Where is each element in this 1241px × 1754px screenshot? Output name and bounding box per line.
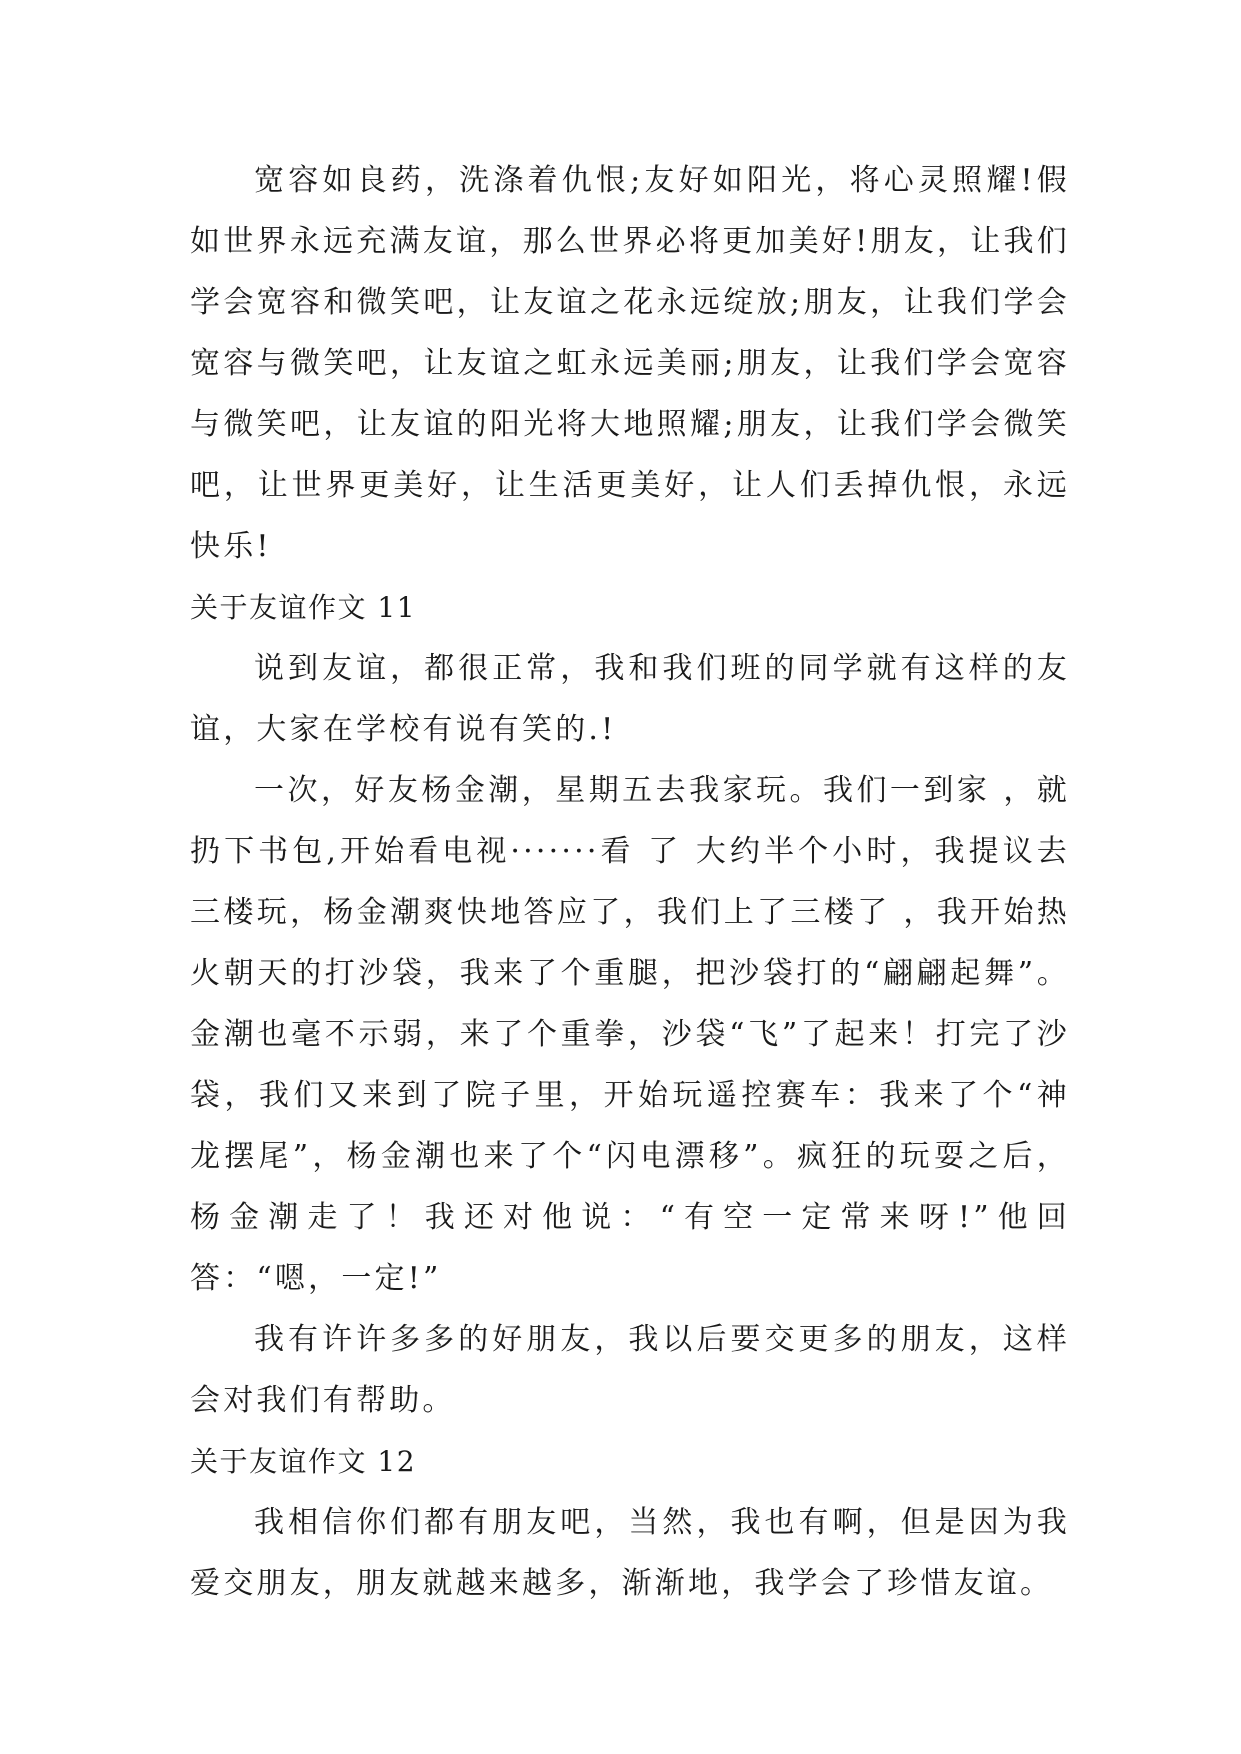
paragraph: 宽容如良药，洗涤着仇恨;友好如阳光，将心灵照耀!假如世界永远充满友谊，那么世界必将更加美好!朋友，让我们学会宽容和微笑吧，让友谊之花永远绽放;朋友，让我们学会宽容与微笑吧，让友谊之虹永远美丽;朋友，让我们学会宽容与微笑吧，让友谊的阳光将大地照耀;朋友，让我们学会微笑吧，让世界更美好，让生活更美好，让人们丢掉仇恨，永远快乐!: [190, 163, 1070, 564]
paragraph: 我相信你们都有朋友吧，当然，我也有啊，但是因为我爱交朋友，朋友就越来越多，渐渐地，我学会了珍惜友谊。: [190, 1505, 1070, 1601]
essay-section-12: [190, 1431, 1070, 1614]
essay-section-10-ending: [190, 150, 1070, 577]
essay-section-11: [190, 577, 1070, 1431]
paragraph: 我有许许多多的好朋友，我以后要交更多的朋友，这样会对我们有帮助。: [190, 1322, 1070, 1418]
paragraph: 说到友谊，都很正常，我和我们班的同学就有这样的友谊，大家在学校有说有笑的.!: [190, 651, 1070, 747]
section-heading: 关于友谊作文 12: [190, 1445, 417, 1478]
paragraph: 一次，好友杨金潮，星期五去我家玩。我们一到家 ，就扔下书包,开始看电视·······看 了 大约半个小时，我提议去三楼玩，杨金潮爽快地答应了，我们上了三楼了 ，我开始热火朝天的打沙袋，我来了个重腿，把沙袋打的“翩翩起舞”。金潮也毫不示弱，来了个重拳，沙袋“飞”了起来！打完了沙袋，我们又来到了院子里，开始玩遥控赛车：我来了个“神龙摆尾”，杨金潮也来了个“闪电漂移”。疯狂的玩耍之后，杨金潮走了！我还对他说：“有空一定常来呀!”他回答：“嗯，一定!”: [190, 773, 1070, 1296]
document-page: [190, 150, 1070, 1614]
section-heading: 关于友谊作文 11: [190, 591, 417, 624]
